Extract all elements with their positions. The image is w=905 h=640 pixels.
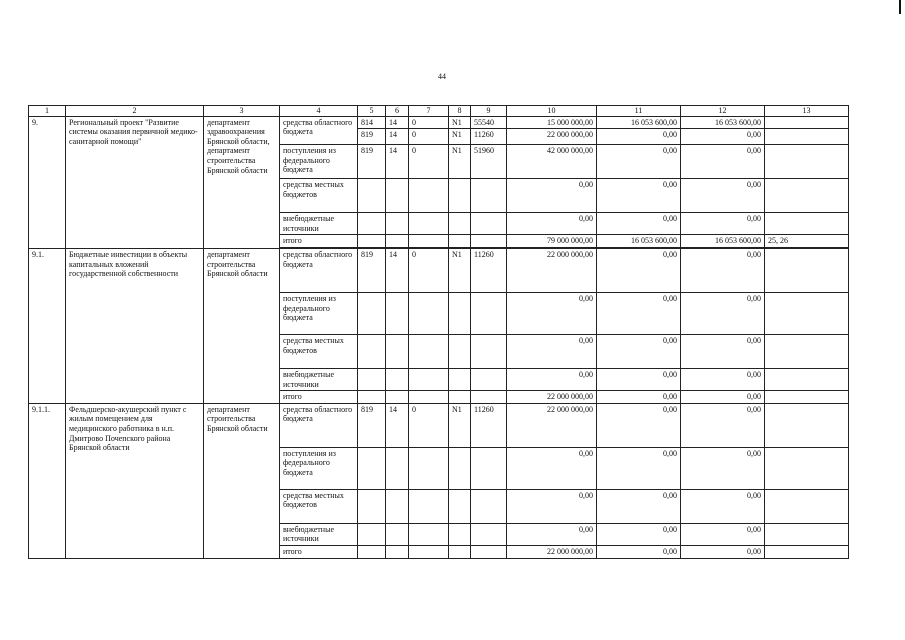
- cell-c10: 0,00: [507, 292, 597, 334]
- cell-c10: 0,00: [507, 489, 597, 523]
- funding-source: поступления из федерального бюджета: [280, 292, 358, 334]
- cell-c8: N1: [449, 116, 471, 129]
- cell-c12: 0,00: [681, 248, 765, 292]
- header-cell: 7: [409, 106, 449, 117]
- cell-c11: 0,00: [597, 403, 681, 447]
- cell-c9: 11260: [471, 403, 507, 447]
- funding-source: итого: [280, 545, 358, 558]
- funding-source: итого: [280, 391, 358, 404]
- cell-c7: 0: [409, 145, 449, 179]
- page-number: 44: [438, 72, 446, 81]
- cell-c13: [765, 129, 849, 145]
- cell-c8: N1: [449, 403, 471, 447]
- cell-c5: 819: [358, 129, 386, 145]
- funding-source: средства областного бюджета: [280, 403, 358, 447]
- cell-c13: [765, 403, 849, 447]
- cell-c7: 0: [409, 248, 449, 292]
- cell-c12: 16 053 600,00: [681, 235, 765, 248]
- funding-source: внебюджетные источники: [280, 368, 358, 390]
- cell-c11: 0,00: [597, 129, 681, 145]
- cell-c5: 819: [358, 248, 386, 292]
- edge-mark: [899, 0, 901, 14]
- header-cell: 8: [449, 106, 471, 117]
- cell-c6: 14: [386, 403, 409, 447]
- cell-c11: 16 053 600,00: [597, 116, 681, 129]
- cell-c11: 16 053 600,00: [597, 235, 681, 248]
- cell-c10: 22 000 000,00: [507, 248, 597, 292]
- item-number: 9.1.: [29, 248, 66, 403]
- item-department: департамент здравоохранения Брянской области, департамент строительства Брянской области: [204, 116, 280, 248]
- cell-c11: 0,00: [597, 391, 681, 404]
- header-cell: 3: [204, 106, 280, 117]
- cell-c11: 0,00: [597, 213, 681, 235]
- cell-c11: 0,00: [597, 292, 681, 334]
- cell-c6: 14: [386, 116, 409, 129]
- header-cell: 12: [681, 106, 765, 117]
- cell-c13: [765, 248, 849, 292]
- cell-c13: [765, 391, 849, 404]
- table-row: [29, 248, 849, 292]
- item-name: Фельдшерско-акушерский пункт с жилым помещением для медицинского работника в н.п. Дмитрово Почепского района Брянской области: [66, 403, 204, 558]
- cell-c5: 819: [358, 145, 386, 179]
- funding-source: средства областного бюджета: [280, 116, 358, 145]
- cell-c12: 0,00: [681, 213, 765, 235]
- cell-c13: 25, 26: [765, 235, 849, 248]
- cell-c11: 0,00: [597, 489, 681, 523]
- cell-c10: 0,00: [507, 368, 597, 390]
- cell-c6: 14: [386, 129, 409, 145]
- cell-c11: 0,00: [597, 248, 681, 292]
- item-name: Региональный проект "Развитие системы оказания первичной медико-санитарной помощи": [66, 116, 204, 248]
- cell-c8: N1: [449, 129, 471, 145]
- cell-c9: 11260: [471, 129, 507, 145]
- cell-c10: 0,00: [507, 334, 597, 368]
- header-cell: 10: [507, 106, 597, 117]
- cell-c10: 22 000 000,00: [507, 391, 597, 404]
- header-row: [29, 106, 849, 117]
- funding-source: средства местных бюджетов: [280, 489, 358, 523]
- cell-c9: 51960: [471, 145, 507, 179]
- funding-source: средства местных бюджетов: [280, 334, 358, 368]
- cell-c12: 0,00: [681, 391, 765, 404]
- cell-c7: 0: [409, 116, 449, 129]
- cell-c12: 0,00: [681, 403, 765, 447]
- header-cell: 1: [29, 106, 66, 117]
- item-number: 9.: [29, 116, 66, 248]
- cell-c13: [765, 292, 849, 334]
- header-cell: 11: [597, 106, 681, 117]
- cell-c8: N1: [449, 145, 471, 179]
- item-department: департамент строительства Брянской области: [204, 403, 280, 558]
- cell-c11: 0,00: [597, 334, 681, 368]
- cell-c10: 79 000 000,00: [507, 235, 597, 248]
- cell-c12: 0,00: [681, 489, 765, 523]
- cell-c13: [765, 334, 849, 368]
- cell-c13: [765, 213, 849, 235]
- header-cell: 13: [765, 106, 849, 117]
- cell-c13: [765, 545, 849, 558]
- cell-c10: 15 000 000,00: [507, 116, 597, 129]
- cell-c12: 0,00: [681, 179, 765, 213]
- cell-c5: 814: [358, 116, 386, 129]
- funding-source: внебюджетные источники: [280, 523, 358, 545]
- item-name: Бюджетные инвестиции в объекты капитальных вложений государственной собственности: [66, 248, 204, 403]
- cell-c12: 0,00: [681, 292, 765, 334]
- item-number: 9.1.1.: [29, 403, 66, 558]
- header-cell: 2: [66, 106, 204, 117]
- cell-c12: 0,00: [681, 334, 765, 368]
- cell-c7: 0: [409, 403, 449, 447]
- cell-c9: 55540: [471, 116, 507, 129]
- cell-c12: 0,00: [681, 368, 765, 390]
- cell-c12: 0,00: [681, 523, 765, 545]
- cell-c11: 0,00: [597, 179, 681, 213]
- cell-c11: 0,00: [597, 523, 681, 545]
- funding-source: средства областного бюджета: [280, 248, 358, 292]
- cell-c7: 0: [409, 129, 449, 145]
- cell-c13: [765, 489, 849, 523]
- cell-c13: [765, 145, 849, 179]
- cell-c11: 0,00: [597, 368, 681, 390]
- funding-source: внебюджетные источники: [280, 213, 358, 235]
- table-row: [29, 116, 849, 129]
- cell-c12: 0,00: [681, 145, 765, 179]
- cell-c10: 0,00: [507, 179, 597, 213]
- cell-c10: 0,00: [507, 523, 597, 545]
- cell-c9: 11260: [471, 248, 507, 292]
- cell-c13: [765, 368, 849, 390]
- cell-c13: [765, 179, 849, 213]
- cell-c12: 0,00: [681, 447, 765, 489]
- header-cell: 6: [386, 106, 409, 117]
- cell-c12: 16 053 600,00: [681, 116, 765, 129]
- cell-c10: 0,00: [507, 447, 597, 489]
- cell-c12: 0,00: [681, 545, 765, 558]
- funding-source: поступления из федерального бюджета: [280, 145, 358, 179]
- cell-c10: 22 000 000,00: [507, 403, 597, 447]
- funding-source: итого: [280, 235, 358, 248]
- budget-table: [28, 105, 849, 559]
- cell-c11: 0,00: [597, 545, 681, 558]
- funding-source: поступления из федерального бюджета: [280, 447, 358, 489]
- header-cell: 4: [280, 106, 358, 117]
- cell-c10: 22 000 000,00: [507, 545, 597, 558]
- cell-c11: 0,00: [597, 447, 681, 489]
- cell-c5: 819: [358, 403, 386, 447]
- cell-c10: 42 000 000,00: [507, 145, 597, 179]
- item-department: департамент строительства Брянской области: [204, 248, 280, 403]
- funding-source: средства местных бюджетов: [280, 179, 358, 213]
- cell-c10: 0,00: [507, 213, 597, 235]
- cell-c8: N1: [449, 248, 471, 292]
- cell-c13: [765, 523, 849, 545]
- cell-c13: [765, 116, 849, 129]
- cell-c10: 22 000 000,00: [507, 129, 597, 145]
- table-row: [29, 403, 849, 447]
- header-cell: 5: [358, 106, 386, 117]
- cell-c12: 0,00: [681, 129, 765, 145]
- header-cell: 9: [471, 106, 507, 117]
- cell-c11: 0,00: [597, 145, 681, 179]
- cell-c6: 14: [386, 248, 409, 292]
- cell-c13: [765, 447, 849, 489]
- cell-c6: 14: [386, 145, 409, 179]
